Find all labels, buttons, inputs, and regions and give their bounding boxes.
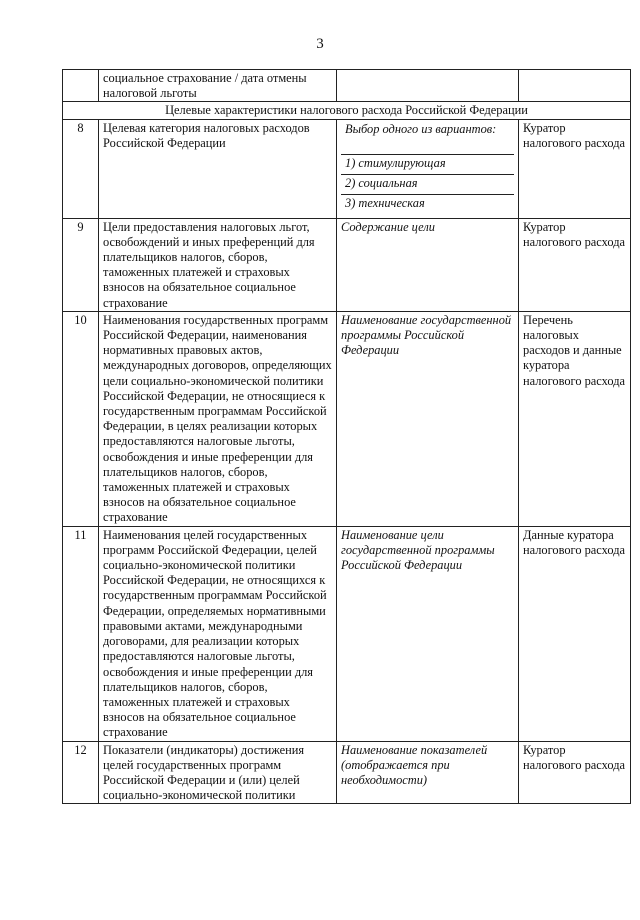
page-number: 3 — [316, 36, 324, 52]
table-row — [63, 218, 631, 311]
row-name: Наименования государственных программ Российской Федерации, наименования нормативных правовых актов, международных договоров, определяющих цели социально-экономической политики Российской Федерации, не относящиеся к государственным программам Российской Федерации, в целях реализации которых предоставляются налоговые льготы, освобождения и иные преференции для плательщиков налогов, сборов, таможенных платежей и страховых взносов на обязательное социальное страхование — [99, 311, 337, 526]
row-format-cell — [337, 70, 519, 102]
row-format: Наименование показателей (отображается при необходимости) — [337, 741, 519, 804]
row-format-options — [337, 119, 519, 218]
table-row — [63, 741, 631, 804]
table-row-continued — [63, 70, 631, 102]
option-item: 1) стимулирующая — [341, 155, 514, 175]
row-source-cell — [519, 70, 631, 102]
row-source: Данные куратора налогового расхода — [519, 526, 631, 741]
row-source: Перечень налоговых расходов и данные куратора налогового расхода — [519, 311, 631, 526]
tax-expense-table — [62, 69, 631, 804]
table-row — [63, 311, 631, 526]
option-label: Выбор одного из вариантов: — [341, 121, 514, 155]
row-name-cell: социальное страхование / дата отмены налоговой льготы — [99, 70, 337, 102]
row-number: 9 — [63, 218, 99, 311]
table-row — [63, 526, 631, 741]
row-format: Наименование государственной программы Российской Федерации — [337, 311, 519, 526]
row-name: Показатели (индикаторы) достижения целей государственных программ Российской Федерации и (или) целей социально-экономической политики — [99, 741, 337, 804]
row-name: Цели предоставления налоговых льгот, освобождений и иных преференций для плательщиков налогов, сборов, таможенных платежей и страховых взносов на обязательное социальное страхование — [99, 218, 337, 311]
row-number: 10 — [63, 311, 99, 526]
row-name: Наименования целей государственных программ Российской Федерации, целей социально-экономической политики Российской Федерации, не относящихся к государственным программам Российской Федерации, определяемых нормативными правовыми актами, международными договорами, для реализации которых предоставляются налоговые льготы, освобождения и иные преференции для плательщиков налогов, сборов, таможенных платежей и страховых взносов на обязательное социальное страхование — [99, 526, 337, 741]
row-source: Куратор налогового расхода — [519, 119, 631, 218]
row-format: Наименование цели государственной программы Российской Федерации — [337, 526, 519, 741]
row-number-cell — [63, 70, 99, 102]
row-name: Целевая категория налоговых расходов Российской Федерации — [99, 119, 337, 218]
row-number: 8 — [63, 119, 99, 218]
row-source: Куратор налогового расхода — [519, 218, 631, 311]
row-format: Содержание цели — [337, 218, 519, 311]
row-number: 12 — [63, 741, 99, 804]
table-row — [63, 119, 631, 218]
option-item: 3) техническая — [345, 195, 425, 210]
row-source: Куратор налогового расхода — [519, 741, 631, 804]
row-number: 11 — [63, 526, 99, 741]
section-title: Целевые характеристики налогового расхода Российской Федерации — [63, 102, 631, 119]
option-item: 2) социальная — [341, 175, 514, 195]
section-header-row — [63, 102, 631, 119]
